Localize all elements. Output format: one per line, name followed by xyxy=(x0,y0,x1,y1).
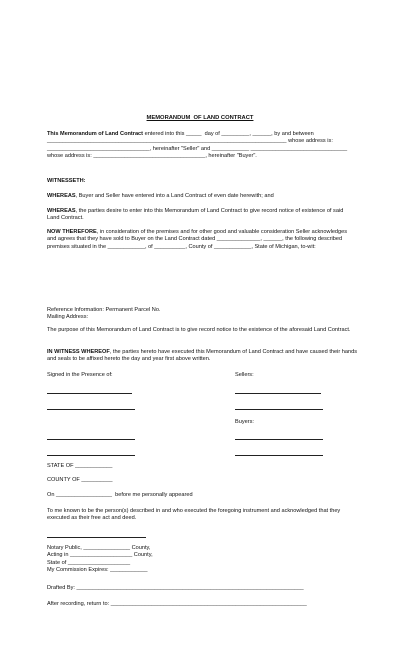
whereas-paragraph-2 xyxy=(47,208,357,223)
purpose-paragraph: The purpose of this Memorandum of Land Contract is to give record notice to the existence of the aforesaid Land Contract. xyxy=(47,327,351,333)
notary-block: Notary Public, _______________ County, Acting in ____________________ County, State of ____________________ My Commission Expires: ____________ xyxy=(47,545,153,573)
witness-signature-line-1[interactable] xyxy=(47,393,132,394)
witnesseth-heading: WITNESSETH: xyxy=(47,178,86,184)
witness-signature-line-2[interactable] xyxy=(47,409,135,410)
seller-signature-line-1[interactable] xyxy=(235,393,321,394)
buyer-signature-line-1[interactable] xyxy=(235,439,323,440)
county-of-line: COUNTY OF __________ xyxy=(47,477,113,483)
buyer-signature-line-2[interactable] xyxy=(235,455,323,456)
in-witness-lead: IN WITNESS WHEREOF xyxy=(47,349,110,355)
in-witness-paragraph xyxy=(47,349,357,364)
acknowledgment-date-line: On __________________ before me personally appeared xyxy=(47,492,193,498)
now-therefore-paragraph xyxy=(47,229,357,251)
sellers-label: Sellers: xyxy=(235,372,254,378)
notary-signature-line[interactable] xyxy=(47,537,146,538)
buyers-label: Buyers: xyxy=(235,419,254,425)
now-therefore-text: , in consideration of the premises and for other good and valuable consideration Seller acknowledges and agrees that they have sold to Buyer on the Land Contract dated ______________, ______, the following described premises situated in the ____________, of __________, County of ____________, State of Michigan, to-wit: xyxy=(47,229,349,250)
intro-text: entered into this _____ day of _________, ______, by and between _____________________________________________________________________________ whose address is: _________________________________, hereinafter "Seller" and ____________ _______________________________ whose address is: ____________________________________, hereinafter "Buyer". xyxy=(47,131,349,159)
signed-in-presence-label: Signed in the Presence of: xyxy=(47,372,113,378)
known-person-paragraph: To me known to be the person(s) described in and who executed the foregoing instrument and acknowledged that they executed as their free act and deed. xyxy=(47,508,342,522)
now-therefore-lead: NOW THEREFORE xyxy=(47,229,97,235)
whereas-paragraph-1 xyxy=(47,193,357,200)
reference-information: Reference Information: Permanent Parcel No. Mailing Address: xyxy=(47,307,161,321)
in-witness-text: , the parties hereto have executed this Memorandum of Land Contract and have caused their hands and seals to be affixed hereto the day and year first above written. xyxy=(47,349,359,363)
drafted-by-line: Drafted By: _________________________________________________________________________ xyxy=(47,585,304,591)
state-of-line: STATE OF ____________ xyxy=(47,463,113,469)
document-title: MEMORANDUM OF LAND CONTRACT xyxy=(146,115,254,121)
whereas-lead-1: WHEREAS xyxy=(47,193,76,199)
witness-signature-line-3[interactable] xyxy=(47,439,135,440)
whereas-text-2: , the parties desire to enter into this Memorandum of Land Contract to give record notice of existence of said Land Contract. xyxy=(47,208,345,222)
seller-signature-line-2[interactable] xyxy=(235,409,323,410)
whereas-lead-2: WHEREAS xyxy=(47,208,76,214)
whereas-text-1: , Buyer and Seller have entered into a Land Contract of even date herewith; and xyxy=(75,193,274,199)
after-recording-line: After recording, return to: _______________________________________________________________ xyxy=(47,601,307,607)
intro-paragraph xyxy=(47,131,357,160)
intro-lead: This Memorandum of Land Contract xyxy=(47,131,144,137)
witness-signature-line-4[interactable] xyxy=(47,455,135,456)
